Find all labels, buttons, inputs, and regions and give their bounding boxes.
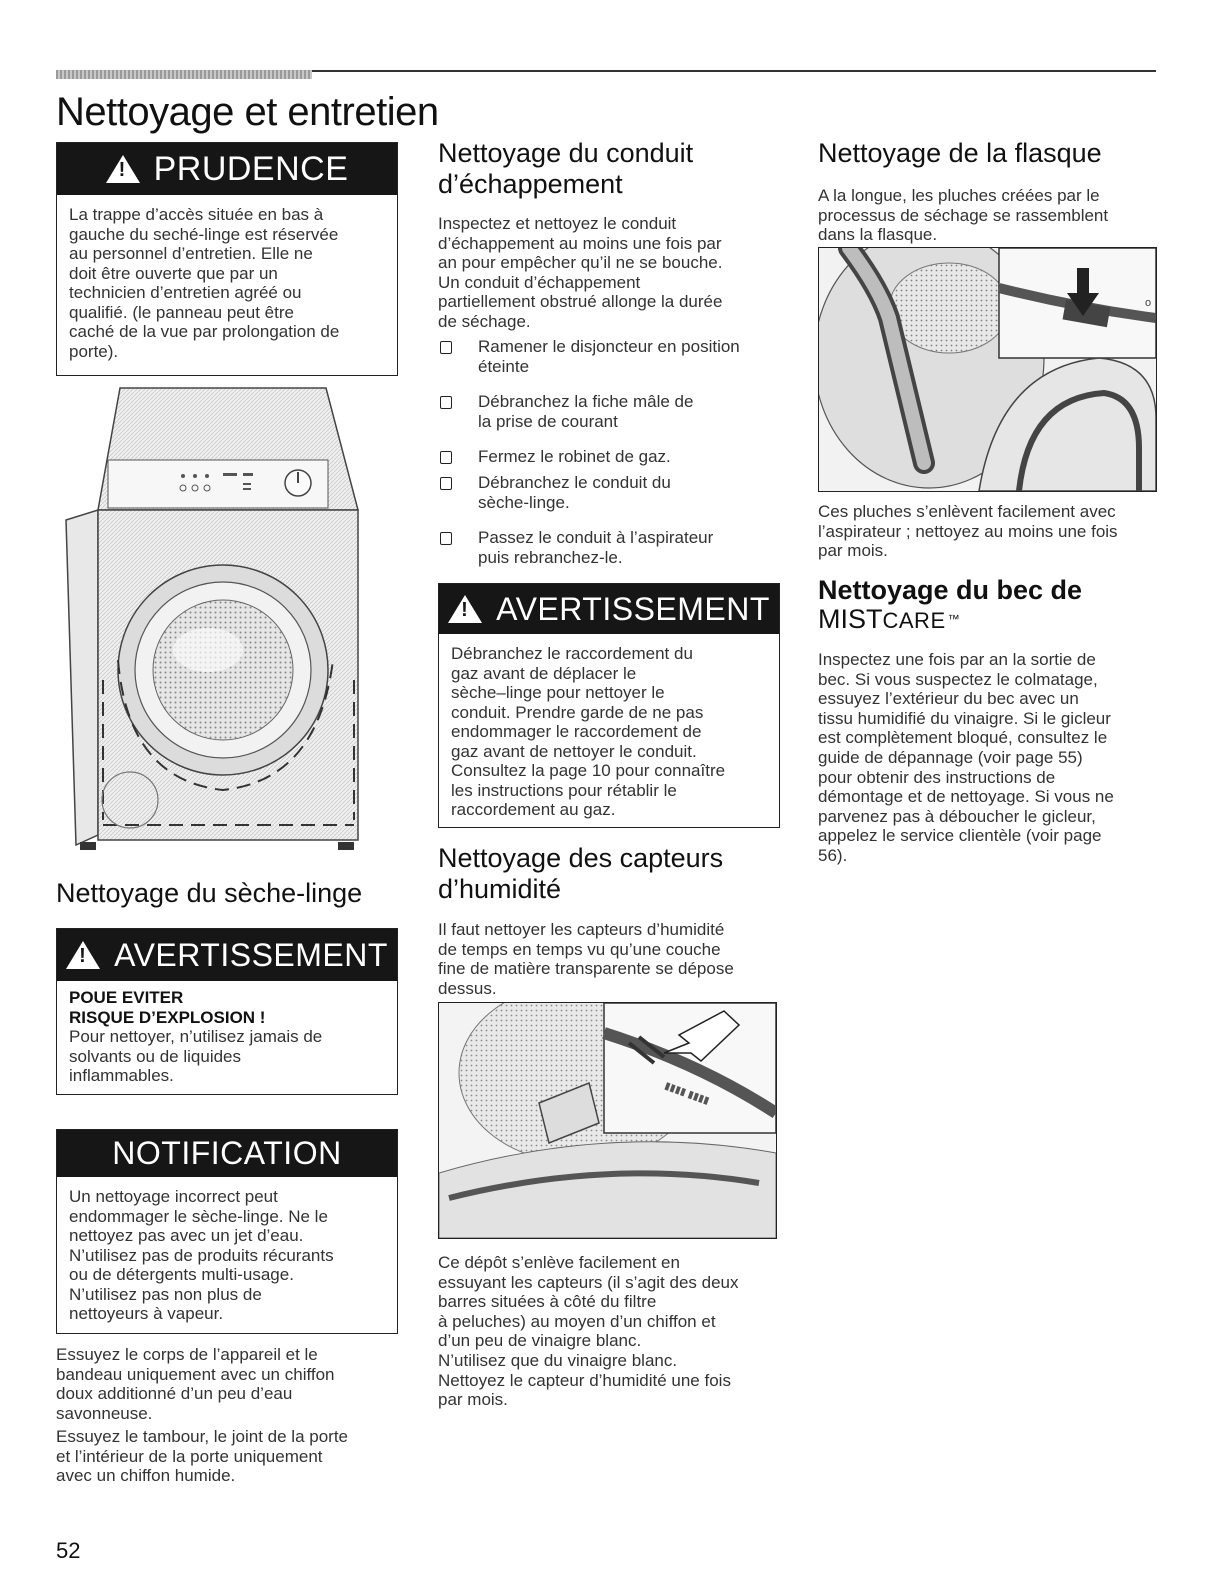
sensors-intro: Il faut nettoyer les capteurs d’humidité de temps en temps vu qu’une couche fine de matière transparente se dépose dessus. bbox=[438, 920, 734, 998]
caution-header bbox=[57, 143, 397, 195]
sensors-after-text: Ce dépôt s’enlève facilement en essuyant les capteurs (il s’agit des deux barres situées à côté du filtre à peluches) au moyen d’un chiffon et d’un peu de vinaigre blanc. N’utilisez que du vinaigre blanc. Nettoyez le capteur d’humidité une fois par mois. bbox=[438, 1253, 739, 1410]
gas-warning-text: Débranchez le raccordement du gaz avant de déplacer le sèche–linge pour nettoyer le conduit. Prendre garde de ne pas endommager le raccordement de gaz avant de nettoyer le conduit. Consultez la page 10 pour connaître les instructions pour rétablir le raccordement au gaz. bbox=[451, 644, 726, 819]
flange-illustration bbox=[818, 247, 1157, 492]
body-wipe-paragraph: Essuyez le corps de l’appareil et le bandeau uniquement avec un chiffon doux additionné d’un peu d’eau savonneuse. bbox=[56, 1345, 335, 1423]
drum-wipe-paragraph: Essuyez le tambour, le joint de la porte et l’intérieur de la porte uniquement avec un chiffon humide. bbox=[56, 1427, 348, 1486]
gas-warning-title: AVERTISSEMENT bbox=[496, 590, 770, 627]
svg-text:o: o bbox=[1145, 297, 1152, 309]
checkbox-icon bbox=[440, 451, 452, 464]
explosion-warning-title: AVERTISSEMENT bbox=[114, 936, 388, 973]
warning-triangle-icon bbox=[106, 155, 140, 183]
flange-after-text: Ces pluches s’enlèvent facilement avec l’aspirateur ; nettoyez au moins une fois par mois. bbox=[818, 502, 1118, 561]
explosion-warning-header bbox=[57, 929, 397, 981]
checkbox-icon bbox=[440, 477, 452, 490]
exhaust-steps bbox=[438, 337, 778, 567]
checkbox-icon bbox=[440, 532, 452, 545]
notification-box bbox=[56, 1129, 398, 1334]
notification-header bbox=[57, 1130, 397, 1177]
gas-warning-header bbox=[439, 584, 779, 634]
svg-text:▮▮▮▮ ▮▮▮▮: ▮▮▮▮ ▮▮▮▮ bbox=[662, 1080, 711, 1107]
dryer-illustration bbox=[58, 380, 398, 865]
warning-triangle-icon bbox=[448, 595, 482, 623]
caution-text: La trappe d’accès située en bas à gauche du seché-linge est réservée au personnel d’entretien. Elle ne doit être ouverte que par un technicien d’entretien agréé ou qualifié. (le panneau peut être caché de la vue par prolongation de porte). bbox=[69, 205, 340, 361]
exhaust-intro: Inspectez et nettoyez le conduit d’échappement au moins une fois par an pour empêcher qu’il ne se bouche. Un conduit d’échappement partiellement obstrué allonge la durée de séchage. bbox=[438, 214, 723, 331]
gas-warning-box bbox=[438, 583, 780, 828]
list-item: Passez le conduit à l’aspirateur puis rebranchez-le. bbox=[438, 528, 778, 567]
checkbox-icon bbox=[440, 341, 452, 354]
flange-intro: A la longue, les pluches créées par le processus de séchage se rassemblent dans la flasque. bbox=[818, 186, 1109, 245]
list-item: Débranchez le conduit du sèche-linge. bbox=[438, 473, 778, 512]
sensors-heading: Nettoyage des capteurs d’humidité bbox=[438, 843, 724, 904]
caution-box bbox=[56, 142, 398, 376]
explosion-warning-text: POUE EVITER RISQUE D’EXPLOSION ! Pour nettoyer, n’utilisez jamais de solvants ou de liquides inflammables. bbox=[69, 988, 323, 1085]
explosion-warning-box bbox=[56, 928, 398, 1095]
header-accent-bar bbox=[56, 70, 312, 79]
moisture-sensor-illustration bbox=[438, 1002, 777, 1239]
warning-triangle-icon bbox=[66, 941, 100, 969]
caution-title: PRUDENCE bbox=[153, 149, 349, 188]
dryer-cleaning-heading: Nettoyage du sèche-linge bbox=[56, 878, 363, 908]
notification-text: Un nettoyage incorrect peut endommager le sèche-linge. Ne le nettoyez pas avec un jet d’eau. N’utilisez pas de produits récurants ou de détergents multi-usage. N’utilisez pas non plus de nettoyeurs à vapeur. bbox=[69, 1187, 334, 1323]
list-item: Ramener le disjoncteur en position éteinte bbox=[438, 337, 778, 376]
mistcare-text: Inspectez une fois par an la sortie de bec. Si vous suspectez le colmatage, essuyez l’extérieur du bec avec un tissu humidifié du vinaigre. Si le gicleur est complètement bloqué, consultez le guide de dépannage (voir page 55) pour obtenir des instructions de démontage et de nettoyage. Si vous ne parvenez pas à déboucher le gicleur, appelez le service clientèle (voir page 56). bbox=[818, 650, 1114, 865]
notification-title: NOTIFICATION bbox=[112, 1135, 342, 1171]
flange-heading: Nettoyage de la flasque bbox=[818, 138, 1102, 168]
list-item: Fermez le robinet de gaz. bbox=[438, 447, 778, 467]
mistcare-heading: Nettoyage du bec de MISTCARE ™ bbox=[818, 575, 1083, 634]
page-number: 52 bbox=[56, 1538, 81, 1563]
checkbox-icon bbox=[440, 396, 452, 409]
exhaust-heading: Nettoyage du conduit d’échappement bbox=[438, 138, 694, 199]
list-item: Débranchez la fiche mâle de la prise de courant bbox=[438, 392, 778, 431]
page-title: Nettoyage et entretien bbox=[56, 90, 439, 134]
